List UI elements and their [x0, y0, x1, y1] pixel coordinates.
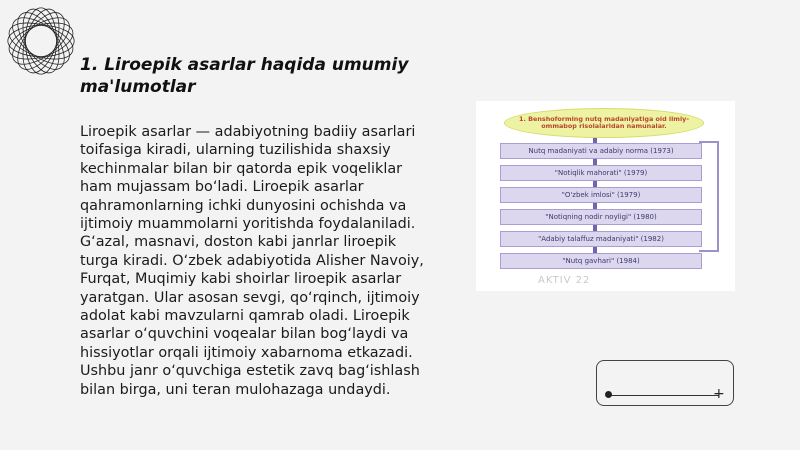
slide-title: 1. Liroepik asarlar haqida umumiy ma'lumotlar	[80, 55, 409, 97]
diagram-footer-watermark: AKTIV 22	[538, 275, 591, 286]
diagram-item: "Adabiy talaffuz madaniyati" (1982)	[500, 231, 702, 247]
diagram-item: "O'zbek imlosi" (1979)	[500, 187, 702, 203]
logo-ring	[16, 5, 66, 78]
media-slider-control[interactable]	[596, 360, 734, 406]
diagram-side-rail	[717, 141, 719, 251]
spirograph-logo-icon	[2, 2, 80, 80]
logo-ring	[5, 16, 78, 66]
slide-body-text: Liroepik asarlar — adabiyotning badiiy asarlari toifasiga kiradi, ularning tuzilishida shaxsiy kechinmalar bilan bir qatorda epik voqeliklar ham mujassam bo‘ladi. Liroepik asarlar qahramonlarning ichki dunyosini ochishda va ijtimoiy muammolarni yoritishda foydalaniladi. G‘azal, masnavi, doston kabi janrlar liroepik turga kiradi. O‘zbek adabiyotida Alisher Navoiy, Furqat, Muqimiy kabi shoirlar liroepik asarlar yaratgan. Ular asosan sevgi, qo‘rqinch, ijtimoiy adolat kabi mavzularni qamrab oladi. Liroepik asarlar o‘quvchini voqealar bilan bog‘laydi va hissiyotlar orqali ijtimoiy xabarnoma etkazadi. Ushbu janr o‘quvchiga estetik zavq bag‘ishlash bilan birga, uni teran mulohazaga undaydi.	[80, 124, 424, 398]
logo-ring	[8, 25, 74, 56]
diagram-item: "Notiqning nodir noyligi" (1980)	[500, 209, 702, 225]
risolalar-diagram	[476, 101, 735, 291]
slider-knob-icon[interactable]	[605, 391, 612, 398]
logo-ring	[25, 8, 56, 74]
slider-track[interactable]	[609, 395, 719, 396]
logo-ring	[16, 5, 66, 78]
diagram-rail-top	[699, 141, 719, 143]
diagram-item: Nutq madaniyati va adabiy norma (1973)	[500, 143, 702, 159]
diagram-rail-bottom	[699, 250, 719, 252]
diagram-item: "Notiqlik mahorati" (1979)	[500, 165, 702, 181]
diagram-item: "Nutq gavhari" (1984)	[500, 253, 702, 269]
logo-ring	[5, 16, 78, 66]
spirograph-logo-svg	[2, 2, 80, 80]
diagram-header-oval: 1. Benshoforming nutq madaniyatiga oid ilmiy-ommabop risolalaridan namunalar.	[504, 108, 704, 138]
plus-icon[interactable]: +	[713, 386, 725, 402]
